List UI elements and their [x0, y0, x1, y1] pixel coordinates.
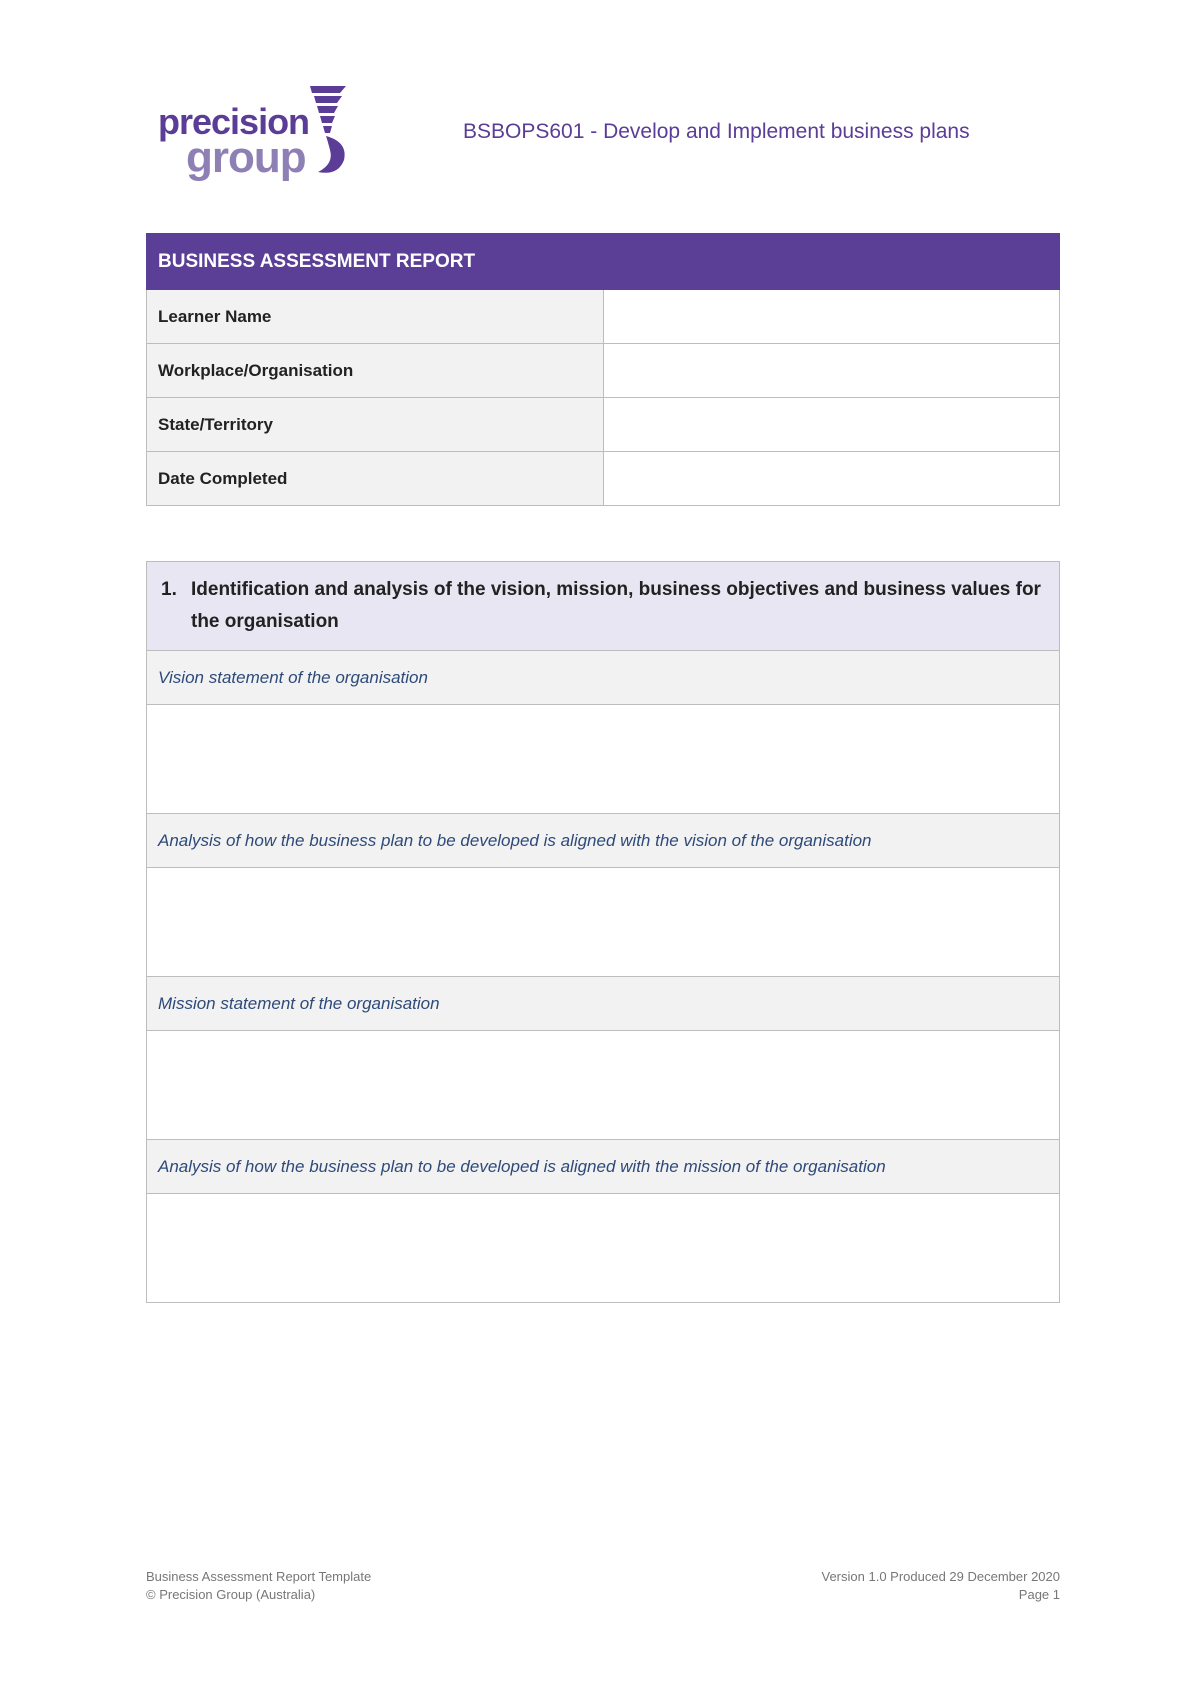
- logo-word-precision: precision: [158, 101, 310, 142]
- logo-swirl-icon: [308, 84, 348, 184]
- answer-row-mission: [147, 1031, 1060, 1140]
- precision-group-logo: [158, 84, 348, 184]
- workplace-field[interactable]: [603, 344, 1060, 398]
- learner-name-label: Learner Name: [147, 290, 604, 344]
- mission-analysis-label: Analysis of how the business plan to be developed is aligned with the mission of the organisation: [147, 1140, 1060, 1194]
- footer-copyright: © Precision Group (Australia): [146, 1587, 316, 1602]
- field-row-date: [147, 452, 1060, 506]
- answer-row-vision: [147, 705, 1060, 814]
- section-1-table: [146, 561, 1060, 1303]
- vision-analysis-label: Analysis of how the business plan to be developed is aligned with the vision of the organisation: [147, 814, 1060, 868]
- prompt-row-vision-analysis: [147, 814, 1060, 868]
- workplace-label: Workplace/Organisation: [147, 344, 604, 398]
- prompt-row-mission: [147, 977, 1060, 1031]
- vision-analysis-answer[interactable]: [147, 868, 1060, 977]
- vision-statement-answer[interactable]: [147, 705, 1060, 814]
- section-1-heading: Identification and analysis of the vision, mission, business objectives and business values for the organisation: [191, 579, 1041, 632]
- logo-word-group: group: [186, 133, 306, 182]
- report-details-table: [146, 233, 1060, 506]
- mission-analysis-answer[interactable]: [147, 1194, 1060, 1303]
- section-1-number: 1.: [161, 579, 177, 600]
- answer-row-vision-analysis: [147, 868, 1060, 977]
- prompt-row-vision: [147, 651, 1060, 705]
- state-territory-field[interactable]: [603, 398, 1060, 452]
- document-title: BSBOPS601 - Develop and Implement business plans: [463, 120, 970, 143]
- date-completed-field[interactable]: [603, 452, 1060, 506]
- report-heading: BUSINESS ASSESSMENT REPORT: [147, 234, 1060, 290]
- footer-page-number: Page 1: [1018, 1587, 1060, 1602]
- prompt-row-mission-analysis: [147, 1140, 1060, 1194]
- section-1-header-row: [147, 562, 1060, 651]
- section-1-header: [147, 562, 1060, 651]
- report-header-row: [147, 234, 1060, 290]
- answer-row-mission-analysis: [147, 1194, 1060, 1303]
- mission-statement-answer[interactable]: [147, 1031, 1060, 1140]
- field-row-learner-name: [147, 290, 1060, 344]
- date-completed-label: Date Completed: [147, 452, 604, 506]
- field-row-state: [147, 398, 1060, 452]
- footer-right: [822, 1568, 1061, 1604]
- learner-name-field[interactable]: [603, 290, 1060, 344]
- footer-left: [146, 1568, 371, 1604]
- field-row-workplace: [147, 344, 1060, 398]
- mission-statement-label: Mission statement of the organisation: [147, 977, 1060, 1031]
- state-territory-label: State/Territory: [147, 398, 604, 452]
- footer-template-name: Business Assessment Report Template: [146, 1569, 372, 1584]
- footer-version: Version 1.0 Produced 29 December 2020: [821, 1569, 1060, 1584]
- vision-statement-label: Vision statement of the organisation: [147, 651, 1060, 705]
